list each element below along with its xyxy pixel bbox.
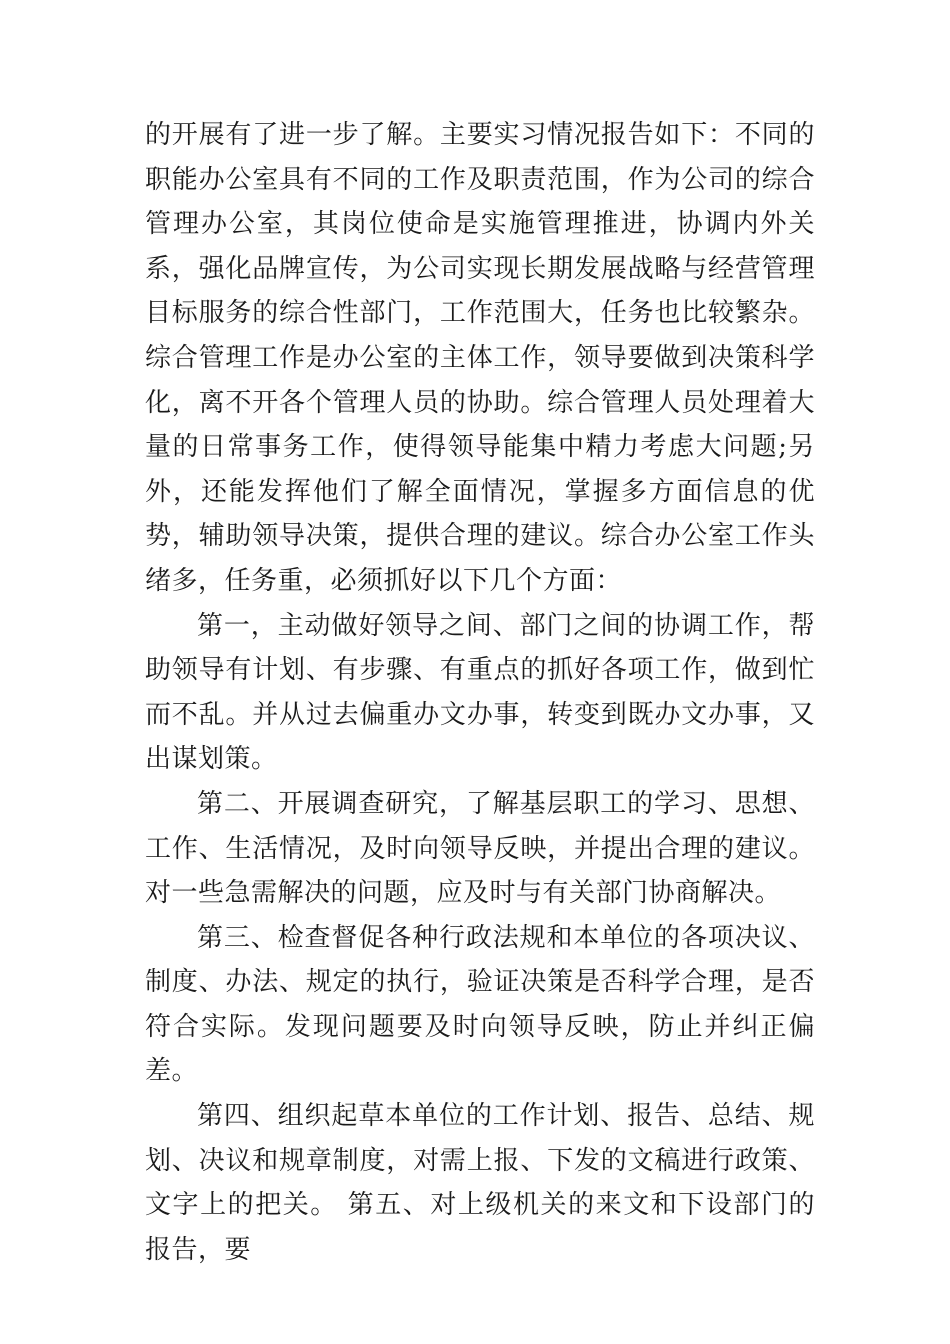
paragraph-point-3: 第三、检查督促各种行政法规和本单位的各项决议、制度、办法、规定的执行，验证决策是否科学合理，是否符合实际。发现问题要及时向领导反映，防止并纠正偏差。: [145, 922, 815, 1087]
paragraph-point-4: 第四、组织起草本单位的工作计划、报告、总结、规划、决议和规章制度，对需上报、下发的文稿进行政策、文字上的把关。 第五、对上级机关的来文和下设部门的报告，要: [145, 1101, 815, 1265]
paragraph-point-1: 第一，主动做好领导之间、部门之间的协调工作，帮助领导有计划、有步骤、有重点的抓好各项工作，做到忙而不乱。并从过去偏重办文办事，转变到既办文办事，又出谋划策。: [145, 610, 815, 775]
paragraph-point-2: 第二、开展调查研究，了解基层职工的学习、思想、工作、生活情况，及时向领导反映，并提出合理的建议。对一些急需解决的问题，应及时与有关部门协商解决。: [145, 788, 815, 909]
document-body: [145, 113, 815, 1272]
paragraph-intro: 的开展有了进一步了解。主要实习情况报告如下：不同的职能办公室具有不同的工作及职责范围，作为公司的综合管理办公室，其岗位使命是实施管理推进，协调内外关系，强化品牌宣传，为公司实现长期发展战略与经营管理目标服务的综合性部门，工作范围大，任务也比较繁杂。综合管理工作是办公室的主体工作，领导要做到决策科学化，离不开各个管理人员的协助。综合管理人员处理着大量的日常事务工作，使得领导能集中精力考虑大问题;另外，还能发挥他们了解全面情况，掌握多方面信息的优势，辅助领导决策，提供合理的建议。综合办公室工作头绪多，任务重，必须抓好以下几个方面：: [145, 120, 815, 596]
